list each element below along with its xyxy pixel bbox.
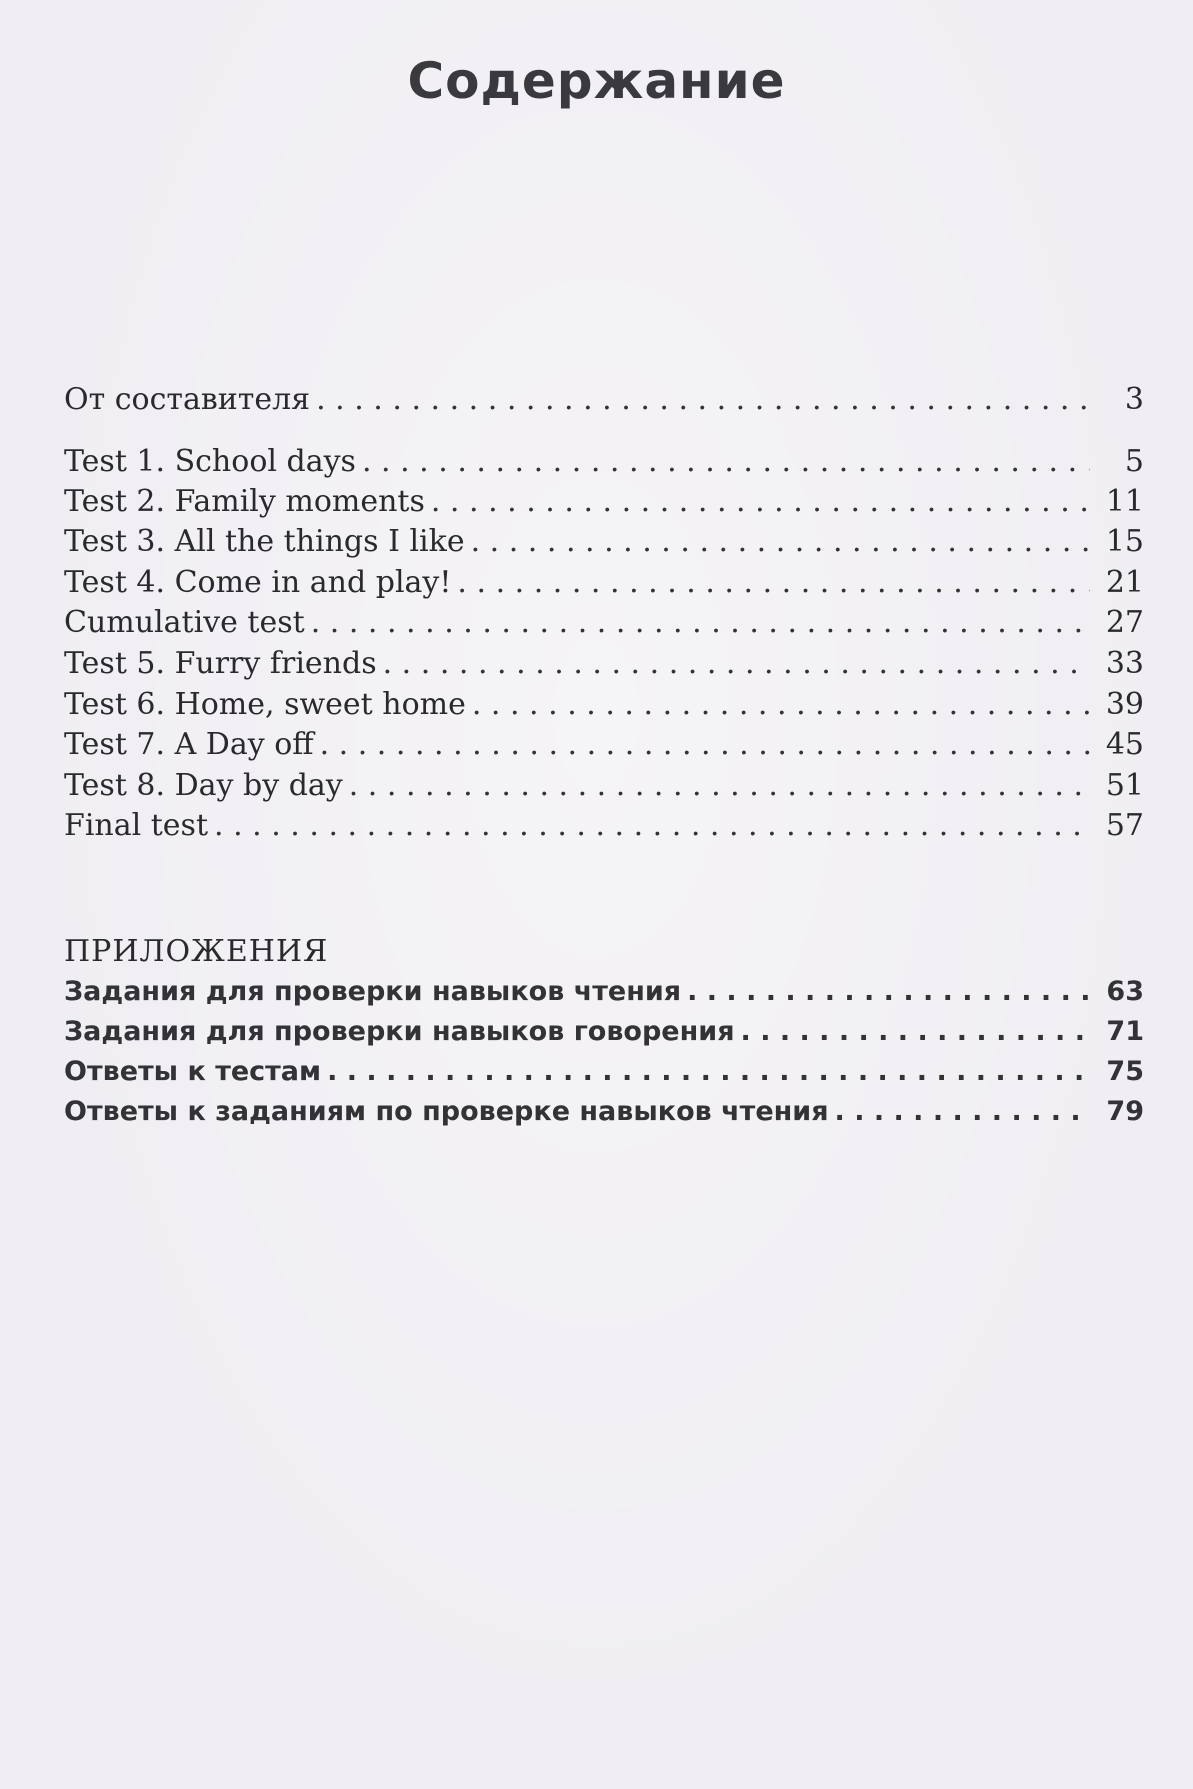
toc-entry-test-2[interactable]: [64, 482, 1144, 522]
toc-entry-intro[interactable]: [64, 380, 1144, 420]
toc-entry-label: Test 6. Home, sweet home: [64, 687, 466, 722]
page-title: Содержание: [407, 52, 786, 110]
leader-dots: [431, 482, 1090, 522]
toc-entry-label: Cumulative test: [64, 605, 305, 640]
appendix-heading: ПРИЛОЖЕНИЯ: [64, 934, 329, 969]
toc-entry-page: 15: [1105, 524, 1144, 559]
leader-dots: [320, 725, 1090, 765]
toc-entry-test-3[interactable]: [64, 522, 1144, 562]
toc-entry-page: 33: [1105, 646, 1144, 681]
toc-entry-test-5[interactable]: [64, 644, 1144, 684]
toc-entry-page: 3: [1124, 382, 1144, 417]
toc-entry-appendix-reading-answers[interactable]: [64, 1092, 1144, 1132]
toc-entry-page: 5: [1124, 444, 1144, 479]
toc-entry-label: Test 2. Family moments: [64, 484, 425, 519]
toc-entry-label: Test 4. Come in and play!: [64, 565, 452, 600]
toc-entry-page: 11: [1105, 484, 1144, 519]
toc-entry-label: Test 3. All the things I like: [64, 524, 465, 559]
toc-entry-appendix-reading[interactable]: [64, 972, 1144, 1012]
toc-entry-test-4[interactable]: [64, 563, 1144, 603]
toc-entry-label: Test 7. A Day off: [64, 727, 314, 762]
toc-entry-page: 71: [1106, 1016, 1144, 1047]
leader-dots: [316, 380, 1090, 420]
toc-entry-final-test[interactable]: [64, 806, 1144, 846]
toc-entry-label: Test 5. Furry friends: [64, 646, 377, 681]
toc-entry-label: Задания для проверки навыков чтения: [64, 976, 682, 1007]
toc-entry-appendix-answers[interactable]: [64, 1052, 1144, 1092]
toc-entry-test-7[interactable]: [64, 725, 1144, 765]
leader-dots: [835, 1092, 1090, 1132]
toc-entry-page: 45: [1105, 727, 1144, 762]
toc-entry-page: 39: [1105, 687, 1144, 722]
leader-dots: [349, 766, 1090, 806]
toc-entry-label: Final test: [64, 808, 209, 843]
leader-dots: [741, 1012, 1090, 1052]
leader-dots: [311, 603, 1090, 643]
toc-entry-test-1[interactable]: [64, 442, 1144, 482]
toc-entry-label: Test 1. School days: [64, 444, 356, 479]
leader-dots: [214, 806, 1090, 846]
toc-entry-page: 57: [1105, 808, 1144, 843]
toc-entry-page: 75: [1106, 1056, 1144, 1087]
toc-entry-appendix-speaking[interactable]: [64, 1012, 1144, 1052]
toc-entry-page: 21: [1105, 565, 1144, 600]
toc-entry-page: 27: [1105, 605, 1144, 640]
toc-entry-label: Test 8. Day by day: [64, 768, 343, 803]
leader-dots: [472, 685, 1090, 725]
leader-dots: [362, 442, 1090, 482]
toc-entry-label: Ответы к заданиям по проверке навыков чтения: [64, 1096, 829, 1127]
leader-dots: [383, 644, 1090, 684]
toc-entry-page: 79: [1106, 1096, 1144, 1127]
toc-entry-cumulative-test[interactable]: [64, 603, 1144, 643]
toc-entry-page: 51: [1105, 768, 1144, 803]
toc-entry-label: Задания для проверки навыков говорения: [64, 1016, 735, 1047]
leader-dots: [457, 563, 1090, 603]
toc-entry-label: От составителя: [64, 382, 311, 417]
leader-dots: [471, 522, 1090, 562]
toc-entry-page: 63: [1106, 976, 1144, 1007]
leader-dots: [687, 972, 1090, 1012]
leader-dots: [327, 1052, 1090, 1092]
toc-entry-test-8[interactable]: [64, 766, 1144, 806]
toc-entry-label: Ответы к тестам: [64, 1056, 322, 1087]
toc-entry-test-6[interactable]: [64, 685, 1144, 725]
